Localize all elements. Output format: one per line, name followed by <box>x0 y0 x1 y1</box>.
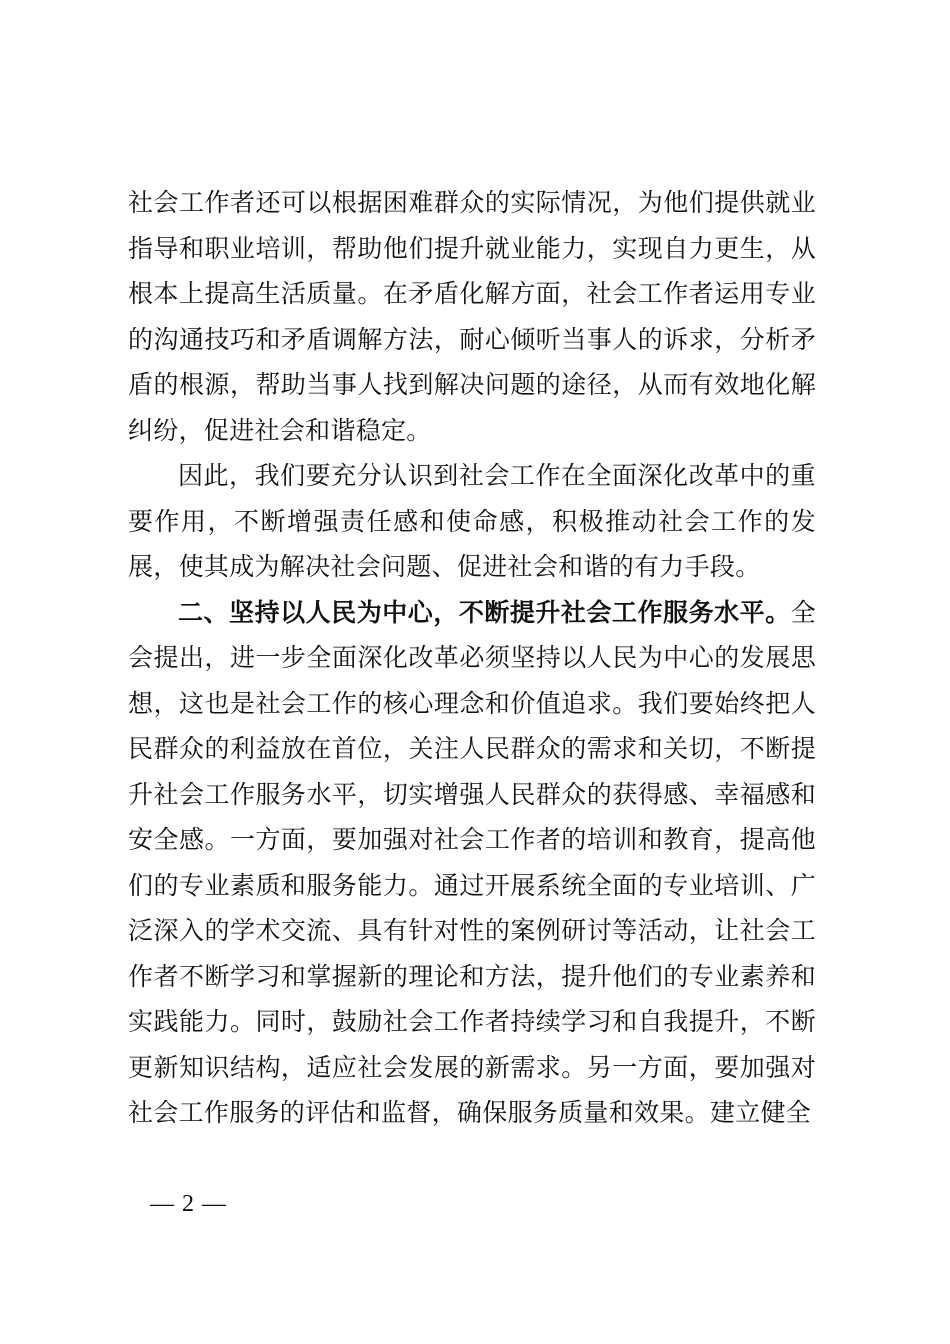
section-two-text: 全会提出，进一步全面深化改革必须坚持以人民为中心的发展思想，这也是社会工作的核心理念和价值追求。我们要始终把人民群众的利益放在首位，关注人民群众的需求和关切，不断提升社会工作服务水平，切实增强人民群众的获得感、幸福感和安全感。一方面，要加强对社会工作者的培训和教育，提高他们的专业素质和服务能力。通过开展系统全面的专业培训、广泛深入的学术交流、具有针对性的案例研讨等活动，让社会工作者不断学习和掌握新的理论和方法，提升他们的专业素养和实践能力。同时，鼓励社会工作者持续学习和自我提升，不断更新知识结构，适应社会发展的新需求。另一方面，要加强对社会工作服务的评估和监督，确保服务质量和效果。建立健全 <box>128 597 816 1127</box>
paragraph-continued: 社会工作者还可以根据困难群众的实际情况，为他们提供就业指导和职业培训，帮助他们提升就业能力，实现自力更生，从根本上提高生活质量。在矛盾化解方面，社会工作者运用专业的沟通技巧和矛盾调解方法，耐心倾听当事人的诉求，分析矛盾的根源，帮助当事人找到解决问题的途径，从而有效地化解纠纷，促进社会和谐稳定。 <box>128 188 816 445</box>
document-body <box>128 180 816 1136</box>
section-heading: 二、坚持以人民为中心，不断提升社会工作服务水平。 <box>178 597 791 627</box>
paragraph-conclusion: 因此，我们要充分认识到社会工作在全面深化改革中的重要作用，不断增强责任感和使命感，积极推动社会工作的发展，使其成为解决社会问题、促进社会和谐的有力手段。 <box>128 461 816 581</box>
paragraph-section-two <box>128 590 816 1136</box>
page-number: — 2 — <box>150 1191 227 1217</box>
